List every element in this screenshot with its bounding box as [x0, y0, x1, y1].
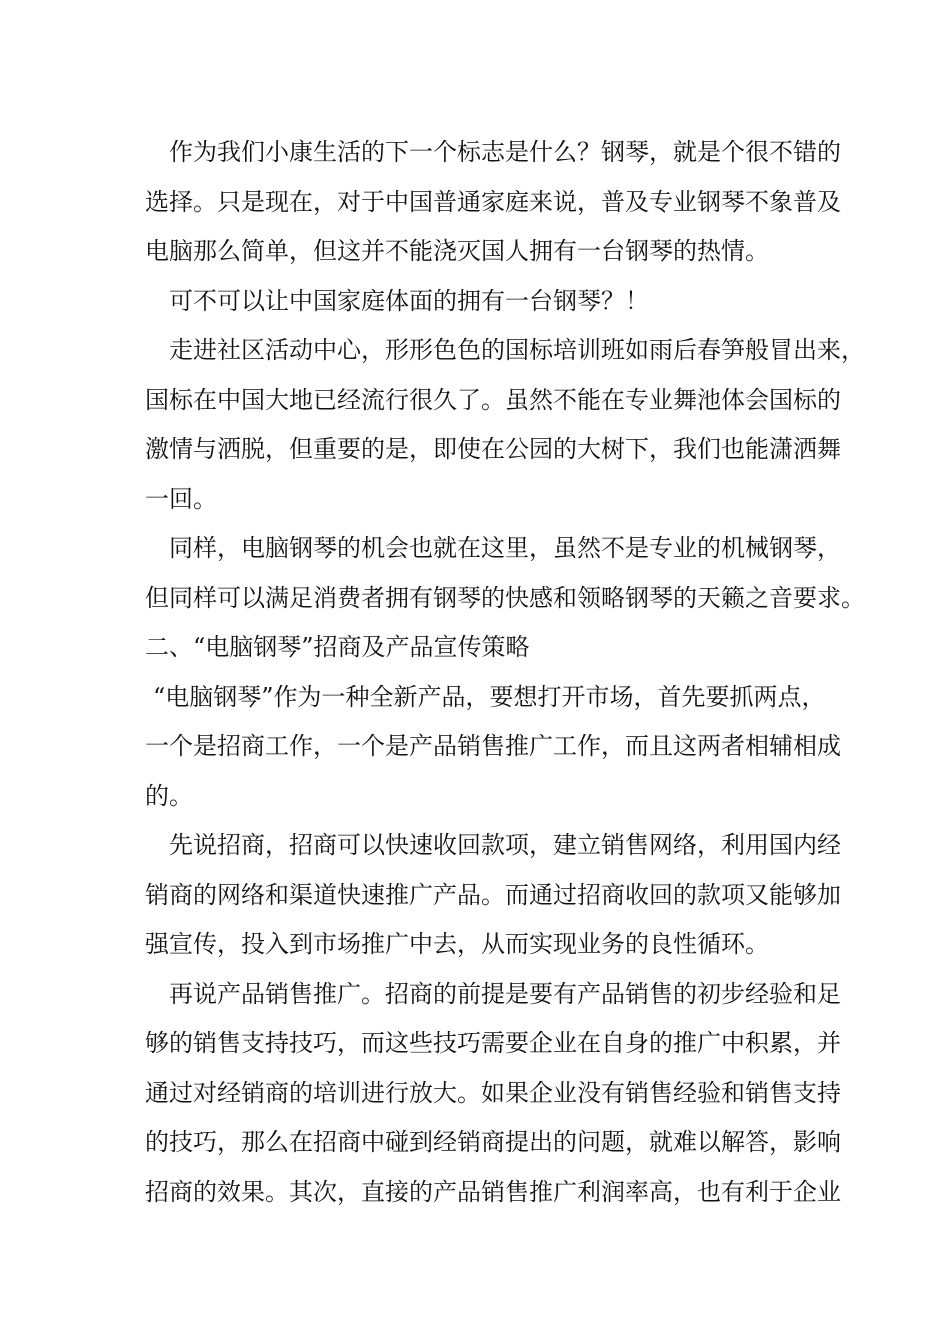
paragraph-line: 作为我们小康生活的下一个标志是什么？钢琴，就是个很不错的 [169, 138, 841, 166]
document-body [145, 128, 865, 1217]
paragraph-line: 选择。只是现在，对于中国普通家庭来说，普及专业钢琴不象普及 [145, 187, 841, 216]
paragraph-line: 同样，电脑钢琴的机会也就在这里，虽然不是专业的机械钢琴， [169, 534, 841, 562]
paragraph-line: 电脑那么简单，但这并不能浇灭国人拥有一台钢琴的热情。 [145, 237, 769, 265]
paragraph-line: 通过对经销商的培训进行放大。如果企业没有销售经验和销售支持 [145, 1078, 841, 1107]
paragraph-line: 走进社区活动中心，形形色色的国标培训班如雨后春笋般冒出来， [169, 336, 865, 364]
paragraph-line: 的。 [145, 781, 193, 810]
paragraph-line: 再说产品销售推广。招商的前提是要有产品销售的初步经验和足 [169, 979, 841, 1008]
paragraph-line: 一回。 [145, 484, 217, 513]
paragraph-line: 先说招商，招商可以快速收回款项，建立销售网络，利用国内经 [169, 831, 841, 859]
paragraph-line: 的技巧，那么在招商中碰到经销商提出的问题，就难以解答，影响 [145, 1128, 841, 1156]
paragraph-line: 强宣传，投入到市场推广中去，从而实现业务的良性循环。 [145, 930, 769, 958]
paragraph-line: 但同样可以满足消费者拥有钢琴的快感和领略钢琴的天籁之音要求。 [145, 583, 865, 612]
paragraph-line: 国标在中国大地已经流行很久了。虽然不能在专业舞池体会国标的 [145, 385, 841, 414]
paragraph-line: 一个是招商工作，一个是产品销售推广工作，而且这两者相辅相成 [145, 732, 841, 760]
paragraph-line: 招商的效果。其次，直接的产品销售推广利润率高，也有利于企业 [145, 1177, 841, 1206]
paragraph-line: 可不可以让中国家庭体面的拥有一台钢琴？！ [169, 286, 649, 315]
paragraph-line: 激情与洒脱，但重要的是，即使在公园的大树下，我们也能潇洒舞 [145, 435, 841, 463]
paragraph-line: 销商的网络和渠道快速推广产品。而通过招商收回的款项又能够加 [145, 880, 841, 909]
paragraph-line: “电脑钢琴”作为一种全新产品，要想打开市场，首先要抓两点， [153, 682, 826, 711]
section-heading: 二、“电脑钢琴”招商及产品宣传策略 [145, 633, 530, 661]
paragraph-line: 够的销售支持技巧，而这些技巧需要企业在自身的推广中积累，并 [145, 1029, 841, 1057]
